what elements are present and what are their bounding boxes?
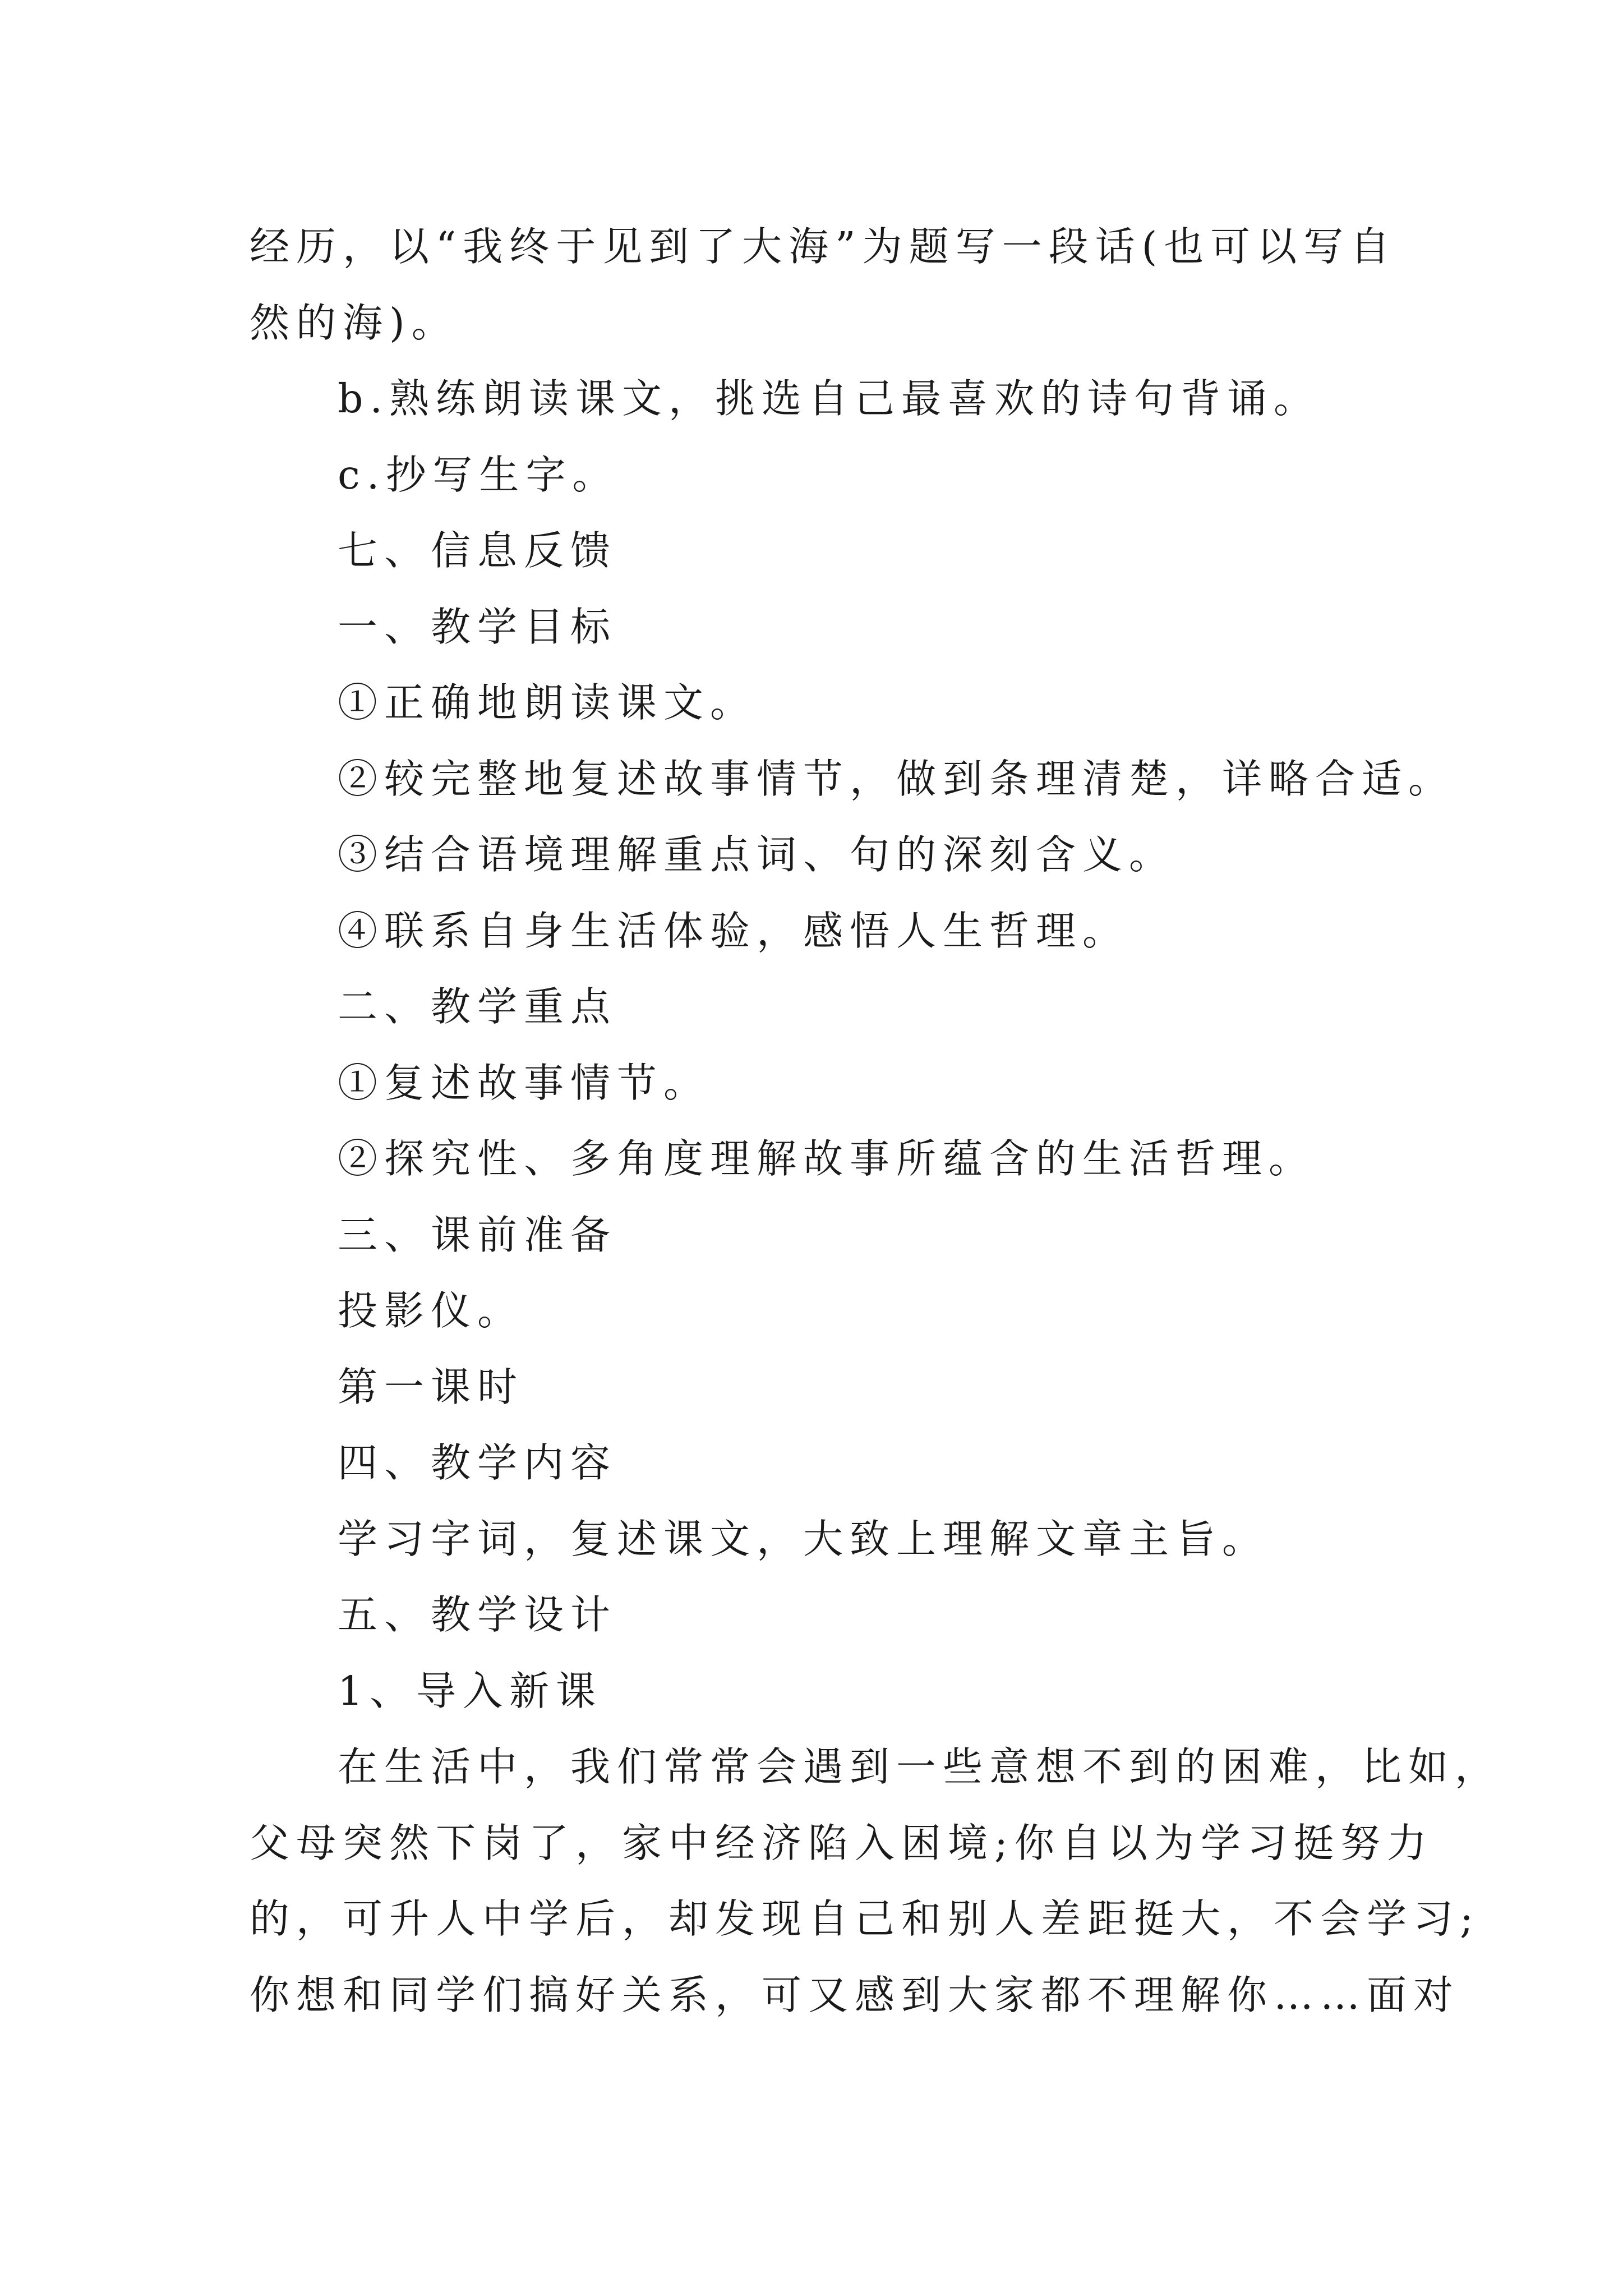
- text-line: 然的海)。: [250, 300, 458, 346]
- text-line: 学习字词，复述课文，大致上理解文章主旨。: [338, 1516, 1269, 1562]
- section-heading: 七、信息反馈: [338, 527, 617, 574]
- section-heading: 一、教学目标: [338, 604, 617, 650]
- text-line: c.抄写生字。: [338, 452, 619, 498]
- list-item: ②探究性、多角度理解故事所蕴含的生活哲理。: [338, 1135, 1316, 1182]
- text-line: 经历，以“我终于见到了大海”为题写一段话(也可以写自: [250, 223, 1397, 270]
- paragraph-line: 在生活中，我们常常会遇到一些意想不到的困难，比如，: [338, 1743, 1502, 1790]
- text-line: 投影仪。: [338, 1287, 524, 1334]
- list-item: ①正确地朗读课文。: [338, 679, 757, 726]
- text-line: b.熟练朗读课文，挑选自己最喜欢的诗句背诵。: [338, 375, 1321, 422]
- section-heading: 四、教学内容: [338, 1439, 617, 1486]
- paragraph-line: 你想和同学们搞好关系，可又感到大家都不理解你……面对: [250, 1972, 1460, 2018]
- paragraph-line: 的，可升人中学后，却发现自己和别人差距挺大，不会学习;: [250, 1895, 1480, 1942]
- list-item: ②较完整地复述故事情节，做到条理清楚，详略合适。: [338, 756, 1455, 802]
- text-line: 第一课时: [338, 1364, 524, 1410]
- section-heading: 1、导入新课: [338, 1668, 603, 1714]
- list-item: ③结合语境理解重点词、句的深刻含义。: [338, 831, 1176, 878]
- section-heading: 三、课前准备: [338, 1212, 617, 1258]
- list-item: ①复述故事情节。: [338, 1060, 711, 1106]
- section-heading: 二、教学重点: [338, 983, 617, 1030]
- list-item: ④联系自身生活体验，感悟人生哲理。: [338, 908, 1129, 954]
- section-heading: 五、教学设计: [338, 1591, 617, 1638]
- paragraph-line: 父母突然下岗了，家中经济陷入困境;你自以为学习挺努力: [250, 1820, 1433, 1866]
